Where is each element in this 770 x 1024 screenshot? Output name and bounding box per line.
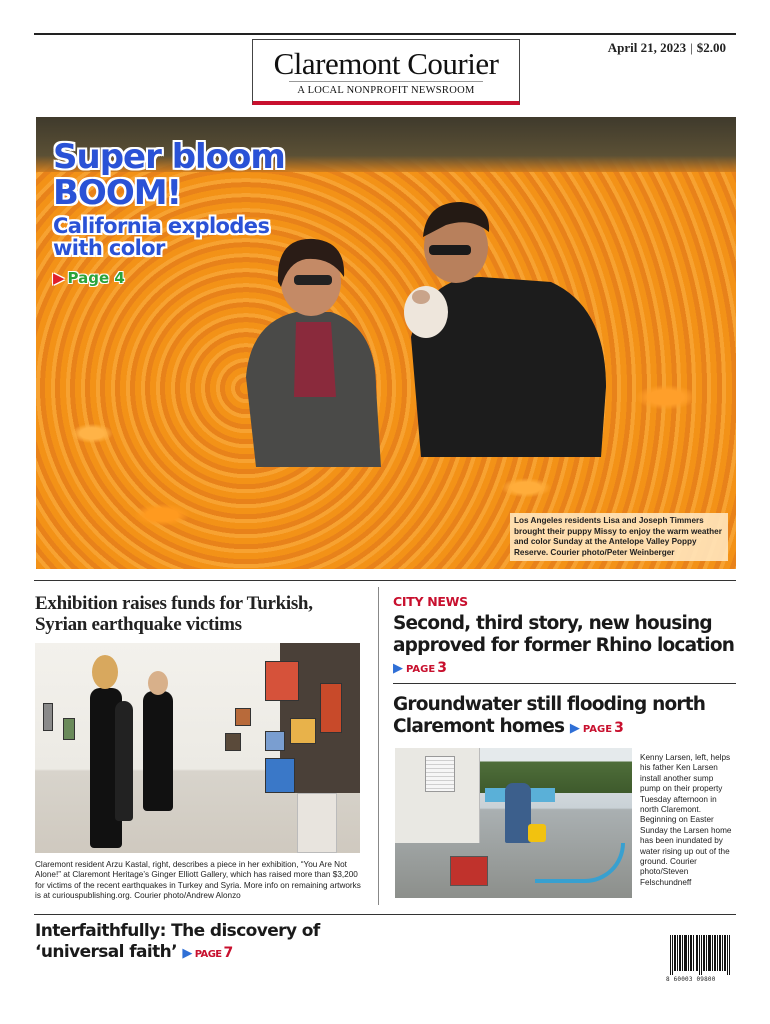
story2-headline-line1: Second, third story, new housing	[393, 613, 712, 634]
story3-page-number: 3	[614, 720, 624, 736]
story2-page-label: PAGE	[406, 664, 436, 675]
gallery-artwork	[225, 733, 241, 751]
gallery-visitor-head	[92, 655, 118, 689]
gallery-visitor-figure	[115, 701, 133, 821]
column-divider	[378, 587, 379, 905]
play-arrow-icon: ▶	[569, 721, 580, 736]
story2-headline-line2: approved for former Rhino location	[393, 635, 735, 656]
story2-headline[interactable]	[393, 613, 738, 657]
story4-page-label: PAGE	[194, 949, 222, 960]
play-arrow-icon: ▶	[393, 661, 403, 676]
flood-photo-hose	[535, 843, 625, 883]
hero-subtitle[interactable]	[53, 215, 269, 259]
story3-headline[interactable]	[393, 694, 738, 741]
masthead-name: Claremont Courier	[273, 46, 499, 81]
footer-divider	[34, 914, 736, 915]
gallery-artist-figure	[143, 691, 173, 811]
story3-photo[interactable]	[395, 748, 632, 898]
story4-page-link[interactable]	[182, 942, 232, 962]
masthead-divider	[289, 81, 483, 82]
hero-subtitle-line1: California explodes	[53, 214, 270, 238]
issue-price: $2.00	[696, 40, 726, 55]
story2-page-number: 3	[437, 660, 447, 676]
gallery-artwork	[235, 708, 251, 726]
hero-man-figure	[381, 187, 611, 457]
hero-title[interactable]	[53, 139, 285, 211]
story1-headline-line1: Exhibition raises funds for Turkish,	[35, 593, 313, 614]
story3-headline-line2: Claremont homes	[393, 716, 565, 737]
flood-photo-trees	[480, 748, 632, 793]
hero-page-link[interactable]	[53, 269, 125, 287]
story1-caption: Claremont resident Arzu Kastal, right, describes a piece in her exhibition, “You Are Not Alone!” at Claremont Heritage’s Ginger Elliott Gallery, which has raised more than $3,200 for victims of the recent earthquakes in Turkey and Syria. More info on remaining artworks is at curiouspublishing.org. Courier photo/Andrew Alonzo	[35, 860, 361, 901]
story4-page-number: 7	[223, 945, 233, 961]
hero-title-line1: Super bloom	[53, 137, 285, 177]
gallery-artwork	[320, 683, 342, 733]
story3-page-label: PAGE	[582, 724, 613, 735]
gallery-artist-head	[148, 671, 168, 695]
gallery-artwork	[265, 731, 285, 751]
barcode	[670, 935, 732, 975]
story2-page-link[interactable]	[393, 657, 447, 676]
gallery-artwork	[43, 703, 53, 731]
barcode-number: 8 60003 09800	[666, 976, 716, 983]
hero-caption: Los Angeles residents Lisa and Joseph Timmers brought their puppy Missy to enjoy the warm weather and color Sunday at the Antelope Valley Poppy Reserve. Courier photo/Peter Weinberger	[510, 513, 728, 561]
hero-title-line2: BOOM!	[53, 173, 182, 213]
hero-page-label: Page 4	[67, 269, 125, 287]
gallery-artwork	[265, 758, 295, 793]
story4-headline-line2: ‘universal faith’	[35, 942, 178, 962]
masthead[interactable]	[252, 39, 520, 105]
flood-photo-pump	[450, 856, 488, 886]
story3-caption: Kenny Larsen, left, helps his father Ken Larsen install another sump pump on their property Tuesday afternoon in north Claremont. Beginning on Easter Sunday the Larsen home has been inundated by water rising up out of the ground. Courier photo/Steven Felschundneff	[640, 753, 732, 887]
story3-page-link[interactable]	[570, 716, 624, 737]
story2-kicker[interactable]: CITY NEWS	[393, 594, 468, 609]
section-divider	[34, 580, 736, 581]
flood-photo-bucket	[528, 824, 546, 842]
hero-woman-figure	[236, 227, 386, 467]
story1-photo[interactable]	[35, 643, 360, 853]
play-arrow-icon: ▶	[53, 269, 65, 287]
gallery-artwork	[290, 718, 316, 744]
dateline	[608, 40, 726, 56]
play-arrow-icon: ▶	[182, 946, 192, 961]
gallery-artwork	[63, 718, 75, 740]
gallery-pedestal	[297, 793, 337, 853]
dateline-separator: |	[690, 40, 693, 55]
top-rule	[34, 33, 736, 35]
story-divider	[393, 683, 736, 684]
story4-headline-line1: Interfaithfully: The discovery of	[35, 921, 320, 941]
story1-headline-line2: Syrian earthquake victims	[35, 614, 242, 635]
flood-photo-house	[395, 748, 480, 843]
flood-photo-window	[425, 756, 455, 792]
story1-headline[interactable]	[35, 593, 370, 635]
story3-headline-line1: Groundwater still flooding north	[393, 694, 706, 715]
masthead-tagline: A LOCAL NONPROFIT NEWSROOM	[297, 85, 475, 96]
hero-photo[interactable]	[36, 117, 736, 569]
hero-subtitle-line2: with color	[53, 236, 165, 260]
issue-date: April 21, 2023	[607, 40, 687, 55]
story4-headline[interactable]	[35, 921, 355, 965]
gallery-artwork	[265, 661, 299, 701]
